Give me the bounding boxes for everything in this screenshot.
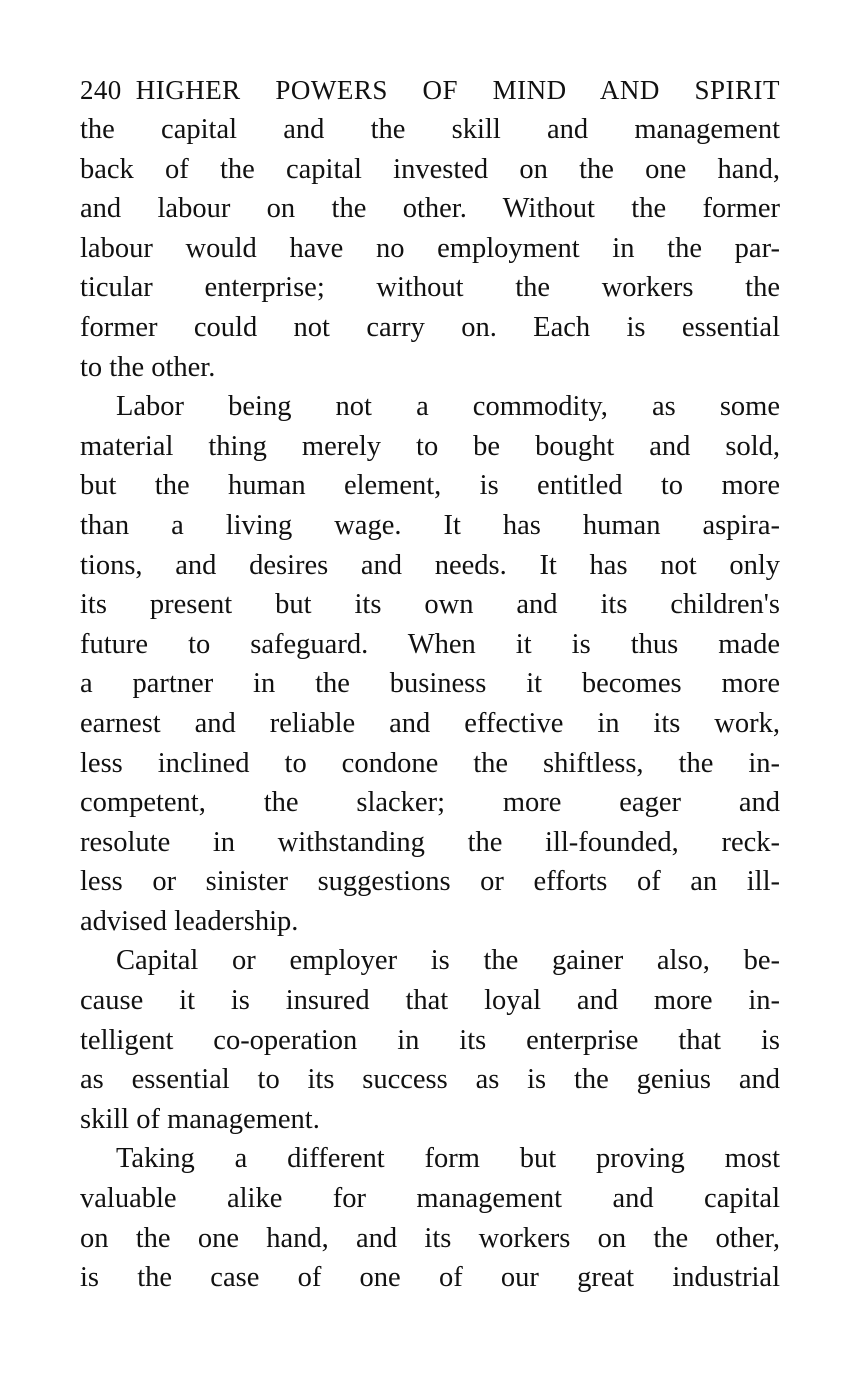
text-line: the capital and the skill and management xyxy=(80,114,780,145)
text-line: but the human element, is entitled to more xyxy=(80,470,780,502)
text-line: back of the capital invested on the one hand, xyxy=(80,153,780,185)
text-line: valuable alike for management and capital xyxy=(80,1183,780,1215)
text-line: tions, and desires and needs. It has not only xyxy=(80,549,780,581)
text-line: its present but its own and its children's xyxy=(80,589,780,621)
body-text xyxy=(80,110,780,1298)
running-head xyxy=(80,70,780,110)
text-line: on the one hand, and its workers on the other, xyxy=(80,1222,780,1254)
page-number: 240 xyxy=(80,75,122,105)
text-line: cause it is insured that loyal and more in- xyxy=(80,985,780,1017)
paragraph-first-line: Capital or employer is the gainer also, be- xyxy=(116,945,780,977)
paragraph-first-line: Labor being not a commodity, as some xyxy=(116,391,780,423)
text-line: skill of management. xyxy=(80,1103,320,1135)
text-line: resolute in withstanding the ill-founded, reck- xyxy=(80,826,780,858)
paragraph-first-line: Taking a different form but proving most xyxy=(116,1143,780,1175)
text-line: a partner in the business it becomes more xyxy=(80,668,780,700)
text-line: competent, the slacker; more eager and xyxy=(80,787,780,819)
text-line: advised leadership. xyxy=(80,905,299,937)
text-line: and labour on the other. Without the former xyxy=(80,193,780,225)
text-line: labour would have no employment in the par- xyxy=(80,232,780,264)
text-line: than a living wage. It has human aspira- xyxy=(80,509,780,541)
text-line: ticular enterprise; without the workers the xyxy=(80,272,780,304)
text-line: as essential to its success as is the genius and xyxy=(80,1064,780,1096)
text-line: earnest and reliable and effective in its work, xyxy=(80,707,780,739)
book-page xyxy=(80,70,780,1298)
text-line: telligent co-operation in its enterprise that is xyxy=(80,1024,780,1056)
text-line: material thing merely to be bought and sold, xyxy=(80,430,780,462)
text-line: to the other. xyxy=(80,351,216,383)
text-line: less inclined to condone the shiftless, the in- xyxy=(80,747,780,779)
text-line: less or sinister suggestions or efforts of an ill- xyxy=(80,866,780,898)
text-line: is the case of one of our great industrial xyxy=(80,1262,780,1294)
text-line: future to safeguard. When it is thus made xyxy=(80,628,780,660)
running-title: HIGHER POWERS OF MIND AND SPIRIT xyxy=(135,75,780,105)
text-line: former could not carry on. Each is essential xyxy=(80,311,780,343)
